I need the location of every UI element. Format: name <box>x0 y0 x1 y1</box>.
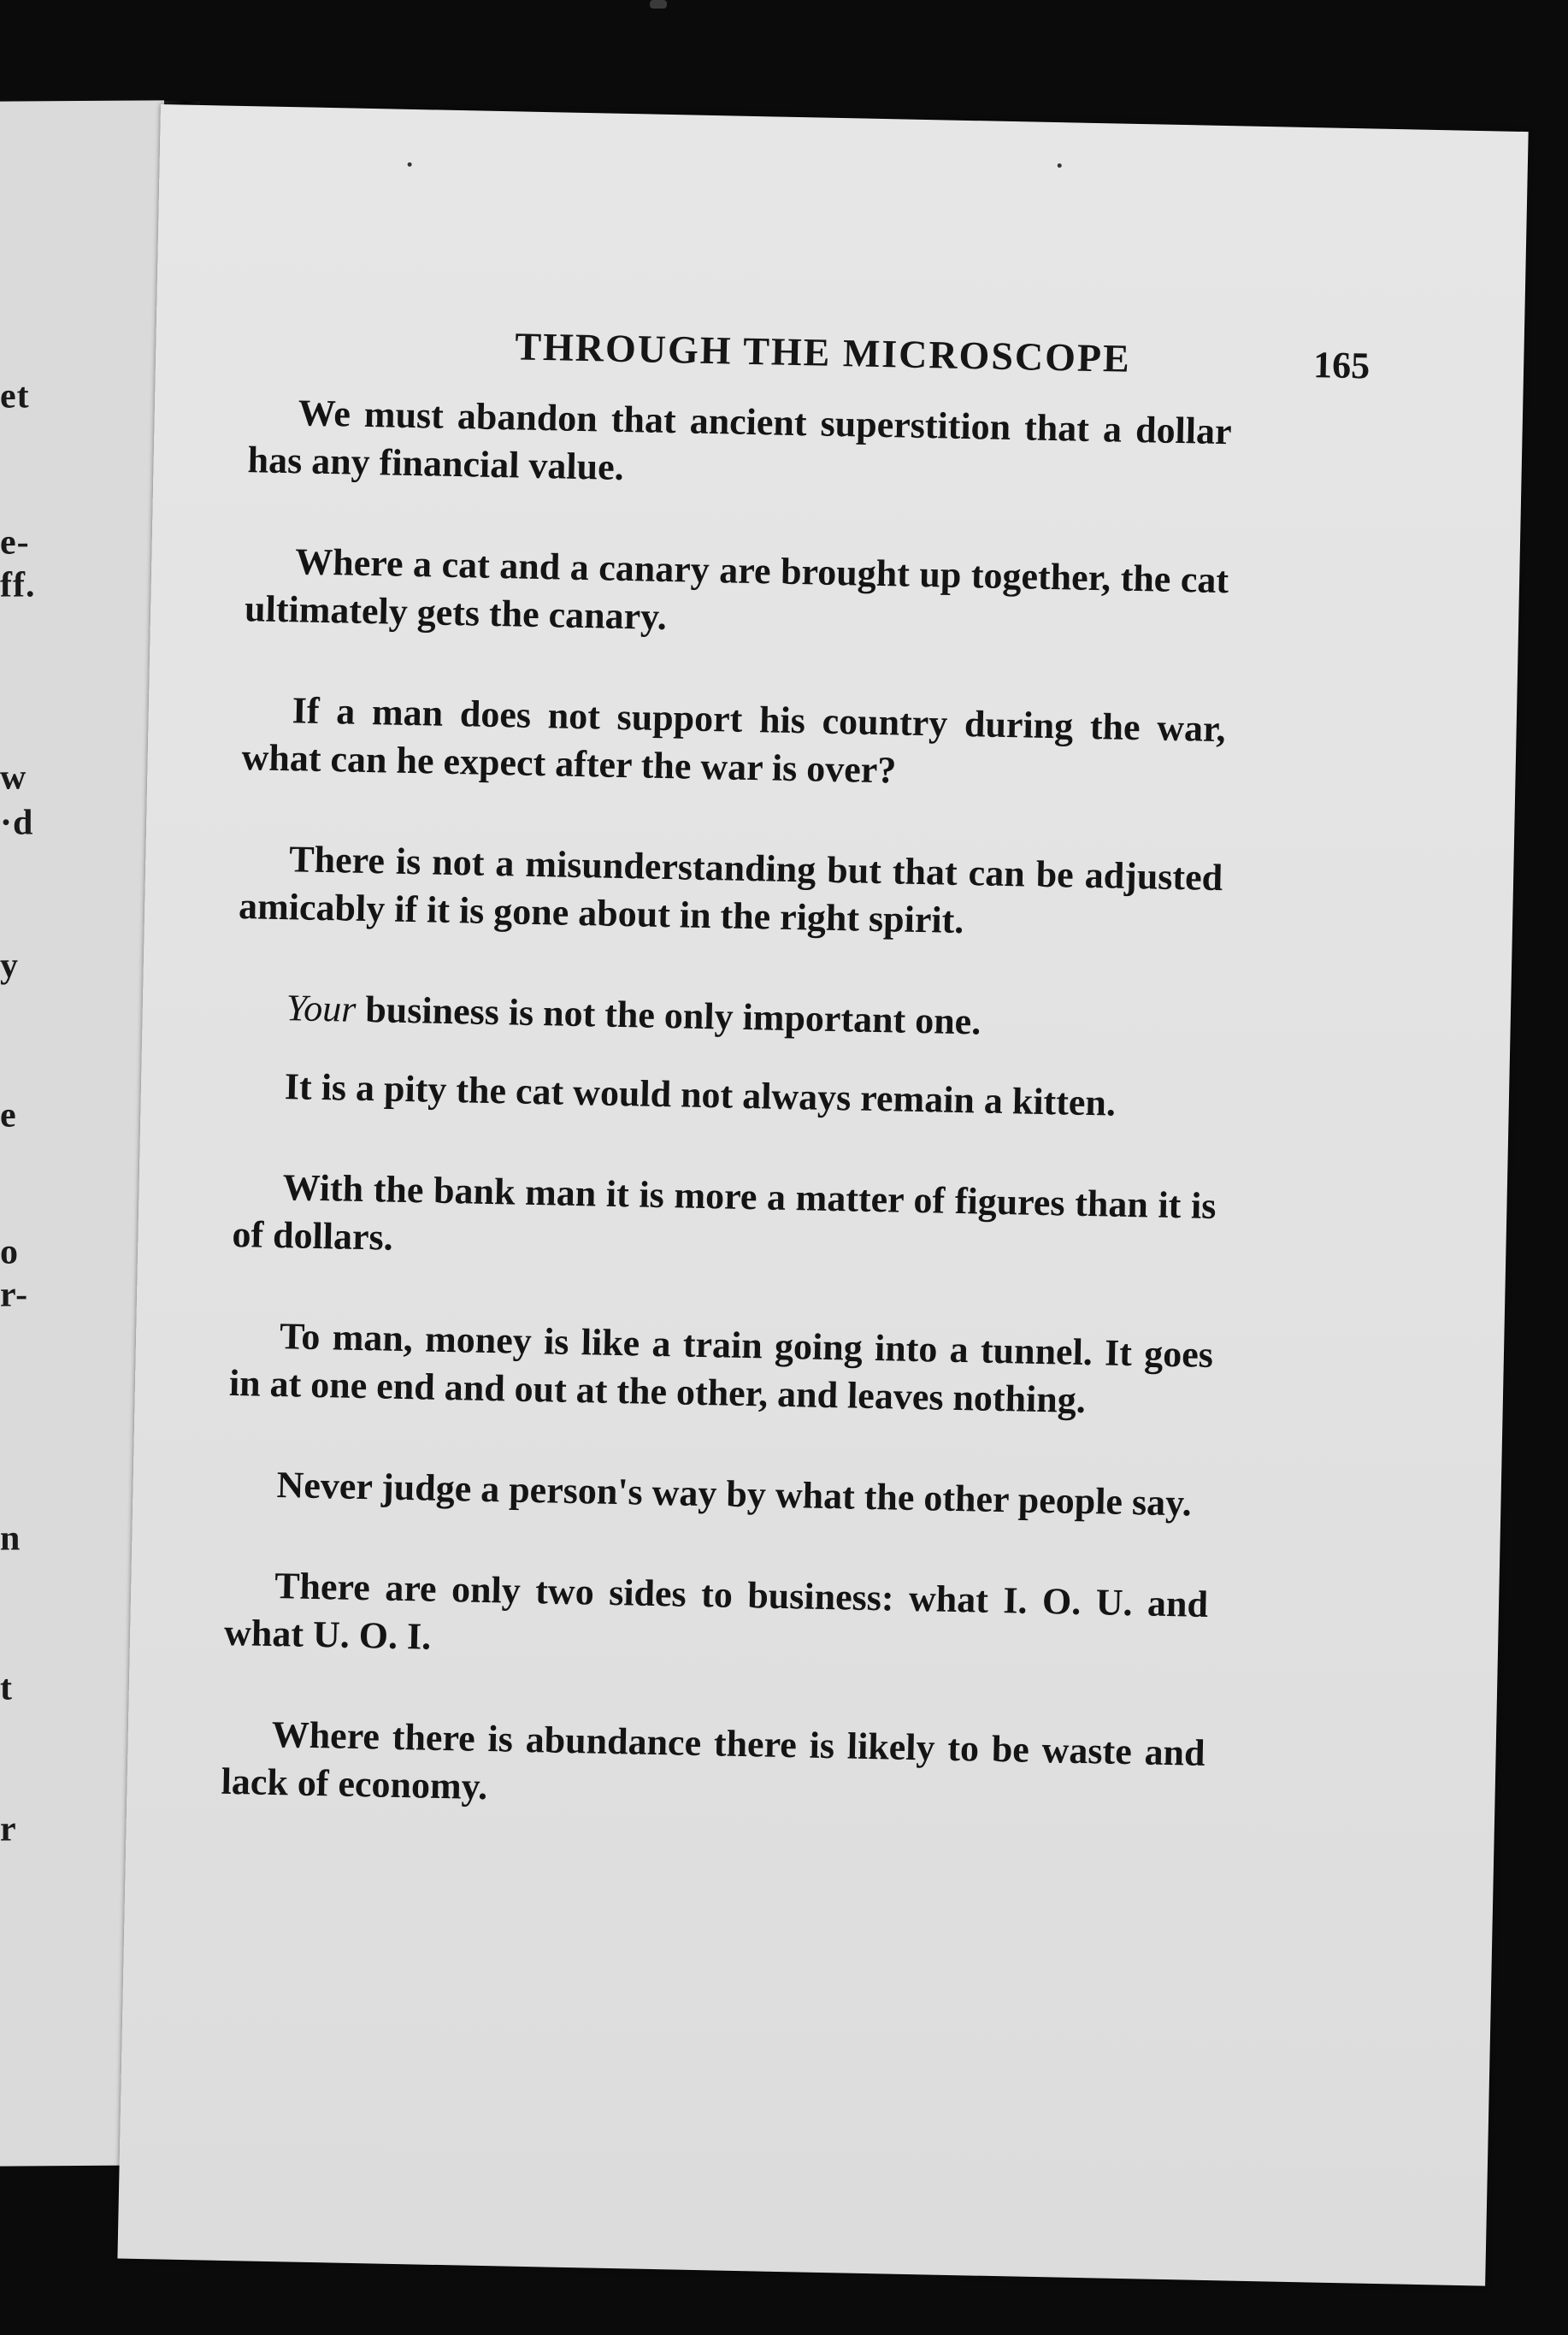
paragraph <box>236 983 1220 1051</box>
running-title: THROUGH THE MICROSCOPE <box>514 324 1132 380</box>
paragraph: If a man does not support his country during the war, what can he expect after the war is over? <box>241 689 1227 792</box>
paragraph: To man, money is like a train going into a tunnel. It goes in at one end and out at the other, and leaves nothing. <box>228 1315 1214 1422</box>
page-body <box>220 388 1232 1878</box>
previous-page-fragment: r <box>0 1809 17 1849</box>
page-number: 165 <box>1312 344 1371 387</box>
previous-page-fragment: ff. <box>0 565 36 605</box>
paragraph: Where there is abundance there is likely to be waste and lack of economy. <box>221 1713 1206 1808</box>
previous-page-fragment: et <box>0 376 30 416</box>
paragraph-text: business is not the only important one. <box>355 988 981 1043</box>
paragraph: There is not a misunderstanding but that can be adjusted amicably if it is gone about in the right spirit. <box>238 838 1223 942</box>
paragraph: We must abandon that ancient superstition that a dollar has any financial value. <box>247 392 1233 488</box>
previous-page-fragment: r- <box>0 1275 29 1315</box>
previous-page-fragment: e- <box>0 522 30 563</box>
previous-page-fragment: e <box>0 1095 17 1135</box>
page-speck <box>1058 163 1062 168</box>
paragraph: There are only two sides to business: what I. O. U. and what U. O. I. <box>223 1565 1209 1658</box>
previous-page-fragment: ·d <box>0 803 34 843</box>
scan-smudge <box>650 0 667 9</box>
previous-page-fragment: t <box>0 1668 13 1708</box>
page-header <box>515 323 1371 392</box>
paragraph: Where a cat and a canary are brought up together, the cat ultimately gets the canary. <box>244 540 1229 638</box>
emphasized-word: Your <box>286 987 357 1030</box>
paragraph: It is a pity the cat would not always remain a kitten. <box>284 1065 1117 1124</box>
previous-page-fragment: n <box>0 1518 21 1559</box>
page-speck <box>408 162 412 167</box>
book-page <box>117 104 1528 2286</box>
paragraph: With the bank man it is more a matter of figures than it is of dollars. <box>232 1166 1217 1259</box>
paragraph: Never judge a person's way by what the other people say. <box>276 1464 1193 1524</box>
previous-page-fragment: o <box>0 1232 19 1272</box>
previous-page-fragment: y <box>0 946 19 986</box>
previous-page-fragment: w <box>0 758 27 798</box>
